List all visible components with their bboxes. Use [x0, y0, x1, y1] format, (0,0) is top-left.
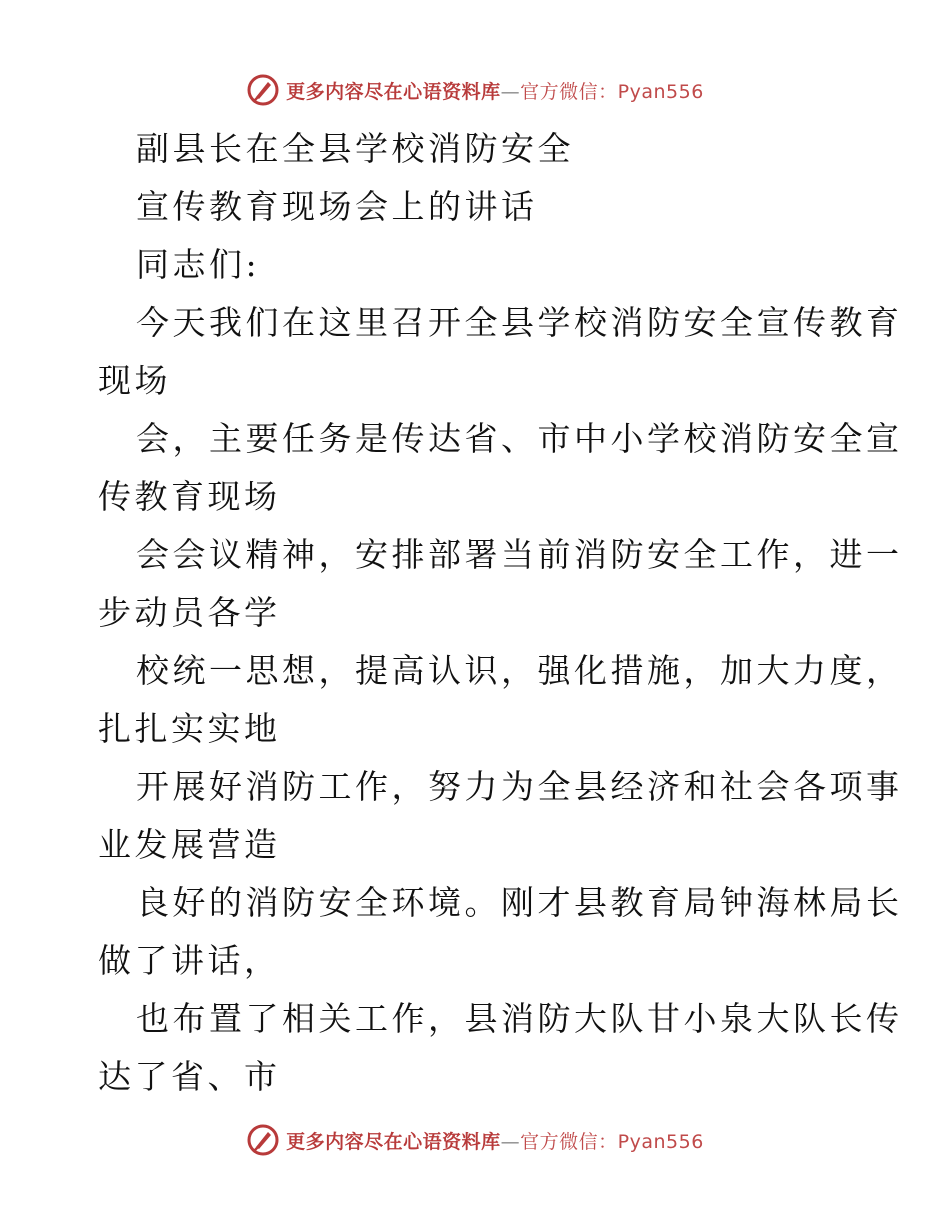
- doc-title-line-1: 副县长在全县学校消防安全: [136, 129, 574, 168]
- doc-text-line: 也布置了相关工作，县消防大队甘小泉大队长传: [136, 999, 903, 1038]
- doc-text-line: 会会议精神，安排部署当前消防安全工作，进一: [136, 535, 903, 574]
- quill-pen-logo-icon: [246, 1123, 280, 1157]
- document-body: [98, 120, 903, 1106]
- banner-separator: —: [500, 1130, 521, 1153]
- doc-title-line-2: 宣传教育现场会上的讲话: [136, 187, 538, 226]
- banner-contact: 官方微信：Pyan556: [520, 80, 704, 103]
- doc-text-line: 开展好消防工作，努力为全县经济和社会各项事: [136, 767, 903, 806]
- header-banner: [0, 70, 950, 110]
- doc-text-line: 会，主要任务是传达省、市中小学校消防安全宣: [136, 419, 903, 458]
- banner-contact: 官方微信：Pyan556: [520, 1130, 704, 1153]
- doc-text-line: 扎扎实实地: [98, 709, 281, 748]
- doc-text-line: 步动员各学: [98, 593, 281, 632]
- banner-brand: 更多内容尽在心语资料库: [286, 1130, 501, 1153]
- doc-salutation: 同志们:: [136, 245, 261, 284]
- doc-text-line: 校统一思想，提高认识，强化措施，加大力度，: [136, 651, 903, 690]
- doc-text-line: 业发展营造: [98, 825, 281, 864]
- doc-text-line: 达了省、市: [98, 1057, 281, 1096]
- doc-text-line: 传教育现场: [98, 477, 281, 516]
- doc-text-line: 今天我们在这里召开全县学校消防安全宣传教育: [136, 303, 903, 342]
- banner-text: [286, 77, 704, 104]
- footer-banner: [0, 1120, 950, 1160]
- doc-text-line: 做了讲话，: [98, 941, 281, 980]
- banner-text: [286, 1127, 704, 1154]
- banner-brand: 更多内容尽在心语资料库: [286, 80, 501, 103]
- quill-pen-logo-icon: [246, 73, 280, 107]
- doc-text-line: 良好的消防安全环境。刚才县教育局钟海林局长: [136, 883, 903, 922]
- banner-separator: —: [500, 80, 521, 103]
- doc-text-line: 现场: [98, 361, 171, 400]
